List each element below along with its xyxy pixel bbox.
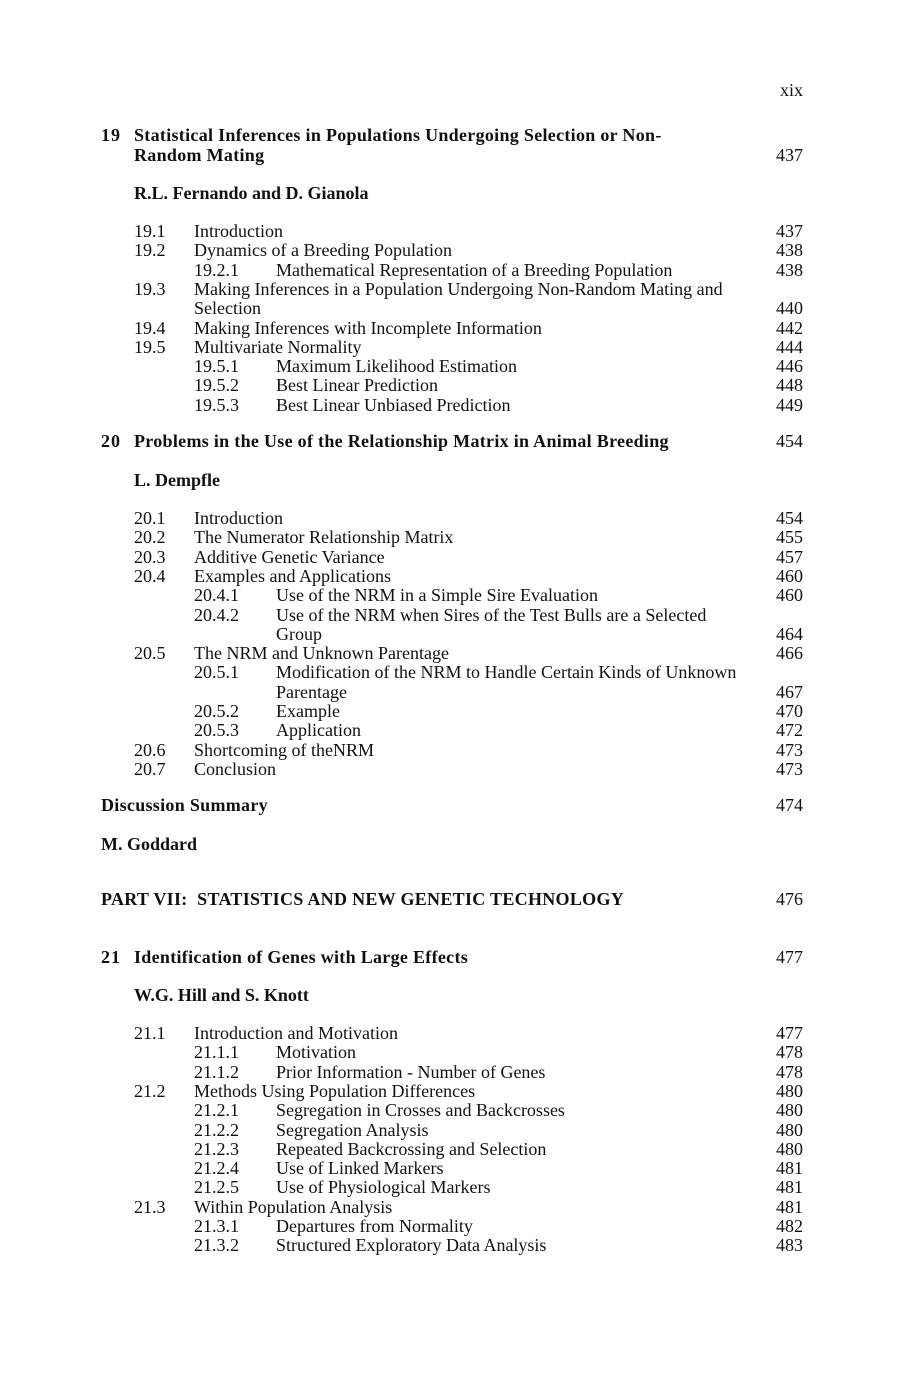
section-number: 19.2.1 <box>194 259 239 280</box>
section-title: Making Inferences in a Population Undergoing Non-Random Mating and <box>194 278 723 299</box>
chapter-number: 21 <box>101 947 121 967</box>
toc-entry <box>0 1062 915 1082</box>
toc-entry <box>0 1197 915 1217</box>
toc-entry <box>0 1177 915 1197</box>
toc-entry <box>0 1139 915 1159</box>
section-title: Conclusion <box>194 758 277 779</box>
toc-entry <box>0 701 915 721</box>
section-title: Repeated Backcrossing and Selection <box>276 1138 547 1159</box>
toc-entry <box>0 279 915 299</box>
chapter-number: 19 <box>101 125 121 145</box>
section-title: Use of the NRM when Sires of the Test Bulls are a Selected <box>276 604 707 625</box>
page-ref: 457 <box>776 546 803 567</box>
page-ref: 481 <box>776 1196 803 1217</box>
section-number: 21.2.4 <box>194 1158 239 1179</box>
toc-entry <box>0 356 915 376</box>
chapter-20-authors <box>0 470 915 490</box>
page-ref: 454 <box>776 431 803 451</box>
toc-entry <box>0 624 915 644</box>
page-ref: 482 <box>776 1216 803 1236</box>
toc-entry <box>0 375 915 395</box>
section-title: Modification of the NRM to Handle Certain Kinds of Unknown <box>276 662 737 683</box>
section-number: 21.1.1 <box>194 1042 239 1063</box>
toc-entry <box>0 585 915 605</box>
section-number: 21.3 <box>134 1196 166 1217</box>
section-title: Use of Linked Markers <box>276 1158 444 1179</box>
section-title: Introduction <box>194 221 283 241</box>
page-ref: 467 <box>776 681 803 702</box>
page-ref: 473 <box>776 758 803 779</box>
toc-entry <box>0 240 915 260</box>
section-title: Parentage <box>276 681 347 702</box>
section-title: Use of Physiological Markers <box>276 1177 491 1198</box>
page-ref: 476 <box>776 889 803 909</box>
page-ref: 460 <box>776 565 803 586</box>
toc-entry <box>0 643 915 663</box>
toc-entry <box>0 318 915 338</box>
page-ref: 477 <box>776 947 803 967</box>
section-number: 19.3 <box>134 278 166 299</box>
section-number: 19.2 <box>134 240 166 261</box>
section-title: Use of the NRM in a Simple Sire Evaluation <box>276 585 598 606</box>
section-number: 20.3 <box>134 546 166 567</box>
toc-entry <box>0 740 915 760</box>
page-ref: 478 <box>776 1042 803 1063</box>
discussion-author <box>0 834 915 854</box>
toc-entry <box>0 662 915 682</box>
section-number: 20.4.2 <box>194 604 239 625</box>
page-ref: 449 <box>776 394 803 415</box>
page-ref: 470 <box>776 701 803 721</box>
toc-entry <box>0 298 915 318</box>
section-number: 20.4 <box>134 565 166 586</box>
chapter-19-authors <box>0 183 915 203</box>
section-title: Introduction <box>194 508 283 528</box>
section-title: Motivation <box>276 1042 356 1063</box>
section-number: 19.5.1 <box>194 356 239 377</box>
page-ref: 480 <box>776 1138 803 1159</box>
section-number: 21.3.2 <box>194 1235 239 1256</box>
section-number: 21.2 <box>134 1080 166 1101</box>
toc-entry <box>0 1158 915 1178</box>
page-ref: 460 <box>776 585 803 606</box>
page-ref: 454 <box>776 508 803 528</box>
section-number: 21.3.1 <box>194 1216 239 1236</box>
chapter-title: Problems in the Use of the Relationship Matrix in Animal Breeding <box>134 431 669 451</box>
toc-entry <box>0 1042 915 1062</box>
toc-entry <box>0 337 915 357</box>
section-number: 20.4.1 <box>194 585 239 606</box>
page-ref: 481 <box>776 1177 803 1198</box>
section-title: Introduction and Motivation <box>194 1023 398 1043</box>
section-number: 21.2.3 <box>194 1138 239 1159</box>
page-ref: 444 <box>776 336 803 357</box>
toc-entry <box>0 759 915 779</box>
section-number: 20.5 <box>134 643 166 664</box>
section-title: The NRM and Unknown Parentage <box>194 643 449 664</box>
section-number: 19.5.2 <box>194 375 239 396</box>
author-names: L. Dempfle <box>134 470 220 490</box>
chapter-20-heading <box>0 431 915 451</box>
page-ref: 483 <box>776 1235 803 1256</box>
section-title: Departures from Normality <box>276 1216 473 1236</box>
page-ref: 448 <box>776 375 803 396</box>
section-title: Prior Information - Number of Genes <box>276 1061 546 1082</box>
section-number: 20.5.1 <box>194 662 239 683</box>
chapter-21-authors <box>0 985 915 1005</box>
section-title: Within Population Analysis <box>194 1196 393 1217</box>
section-title: Group <box>276 623 322 644</box>
section-number: 20.2 <box>134 527 166 548</box>
toc-entry <box>0 566 915 586</box>
toc-entry <box>0 1081 915 1101</box>
section-number: 20.6 <box>134 739 166 760</box>
page-ref: 480 <box>776 1100 803 1121</box>
page-ref: 437 <box>776 145 803 165</box>
chapter-title: Identification of Genes with Large Effects <box>134 947 469 967</box>
toc-entry <box>0 221 915 241</box>
section-title: Application <box>276 720 361 741</box>
section-title: Segregation in Crosses and Backcrosses <box>276 1100 565 1121</box>
toc-entry <box>0 260 915 280</box>
toc-entry <box>0 1120 915 1140</box>
page-ref: 473 <box>776 739 803 760</box>
section-number: 19.5 <box>134 336 166 357</box>
toc-entry <box>0 1216 915 1236</box>
author-names: M. Goddard <box>101 834 198 854</box>
page-ref: 466 <box>776 643 803 664</box>
section-title: Dynamics of a Breeding Population <box>194 240 452 261</box>
section-title: Structured Exploratory Data Analysis <box>276 1235 547 1256</box>
section-title: Example <box>276 701 340 721</box>
section-title: Making Inferences with Incomplete Information <box>194 317 542 338</box>
discussion-summary-heading <box>0 795 915 815</box>
author-names: W.G. Hill and S. Knott <box>134 985 309 1005</box>
page-ref: 442 <box>776 317 803 338</box>
discussion-title: Discussion Summary <box>101 795 268 815</box>
section-title: The Numerator Relationship Matrix <box>194 527 454 548</box>
section-number: 19.5.3 <box>194 394 239 415</box>
toc-entry <box>0 1100 915 1120</box>
toc-entry <box>0 720 915 740</box>
chapter-number: 20 <box>101 431 121 451</box>
section-title: Methods Using Population Differences <box>194 1080 476 1101</box>
page-ref: 481 <box>776 1158 803 1179</box>
section-number: 20.1 <box>134 508 166 528</box>
page-ref: 477 <box>776 1023 803 1043</box>
toc-entry <box>0 395 915 415</box>
section-number: 20.7 <box>134 758 166 779</box>
section-number: 21.2.2 <box>194 1119 239 1140</box>
toc-entry <box>0 547 915 567</box>
chapter-19-heading-cont <box>0 145 915 165</box>
page-ref: 474 <box>776 795 803 815</box>
page-ref: 480 <box>776 1080 803 1101</box>
section-title: Mathematical Representation of a Breeding Population <box>276 259 673 280</box>
chapter-21-heading <box>0 947 915 967</box>
section-title: Maximum Likelihood Estimation <box>276 356 517 377</box>
page-ref: 446 <box>776 356 803 377</box>
chapter-title: Random Mating <box>134 145 265 165</box>
section-title: Shortcoming of theNRM <box>194 739 374 760</box>
section-title: Examples and Applications <box>194 565 391 586</box>
section-title: Additive Genetic Variance <box>194 546 385 567</box>
page-ref: 438 <box>776 259 803 280</box>
page-ref: 455 <box>776 527 803 548</box>
page-ref: 440 <box>776 298 803 319</box>
section-number: 21.1 <box>134 1023 166 1043</box>
section-number: 21.2.1 <box>194 1100 239 1121</box>
chapter-title: Statistical Inferences in Populations Undergoing Selection or Non- <box>134 125 662 145</box>
section-title: Best Linear Unbiased Prediction <box>276 394 511 415</box>
page-ref: 480 <box>776 1119 803 1140</box>
page-ref: 437 <box>776 221 803 241</box>
author-names: R.L. Fernando and D. Gianola <box>134 183 369 203</box>
toc-entry <box>0 1235 915 1255</box>
toc-entry <box>0 682 915 702</box>
section-title: Best Linear Prediction <box>276 375 438 396</box>
toc-entry <box>0 605 915 625</box>
section-number: 20.5.2 <box>194 701 239 721</box>
toc-entry <box>0 508 915 528</box>
page-ref: 464 <box>776 623 803 644</box>
section-number: 19.1 <box>134 221 166 241</box>
part-7-heading <box>0 889 915 909</box>
section-title: Multivariate Normality <box>194 336 362 357</box>
page-ref: 438 <box>776 240 803 261</box>
section-title: Selection <box>194 298 261 319</box>
section-number: 21.2.5 <box>194 1177 239 1198</box>
section-number: 20.5.3 <box>194 720 239 741</box>
page-ref: 478 <box>776 1061 803 1082</box>
toc-entry <box>0 527 915 547</box>
section-title: Segregation Analysis <box>276 1119 429 1140</box>
section-number: 21.1.2 <box>194 1061 239 1082</box>
page-ref: 472 <box>776 720 803 741</box>
chapter-19-heading <box>0 125 915 145</box>
toc-entry <box>0 1023 915 1043</box>
section-number: 19.4 <box>134 317 166 338</box>
page-number: xix <box>779 80 803 100</box>
part-title: PART VII: STATISTICS AND NEW GENETIC TECHNOLOGY <box>101 889 625 909</box>
